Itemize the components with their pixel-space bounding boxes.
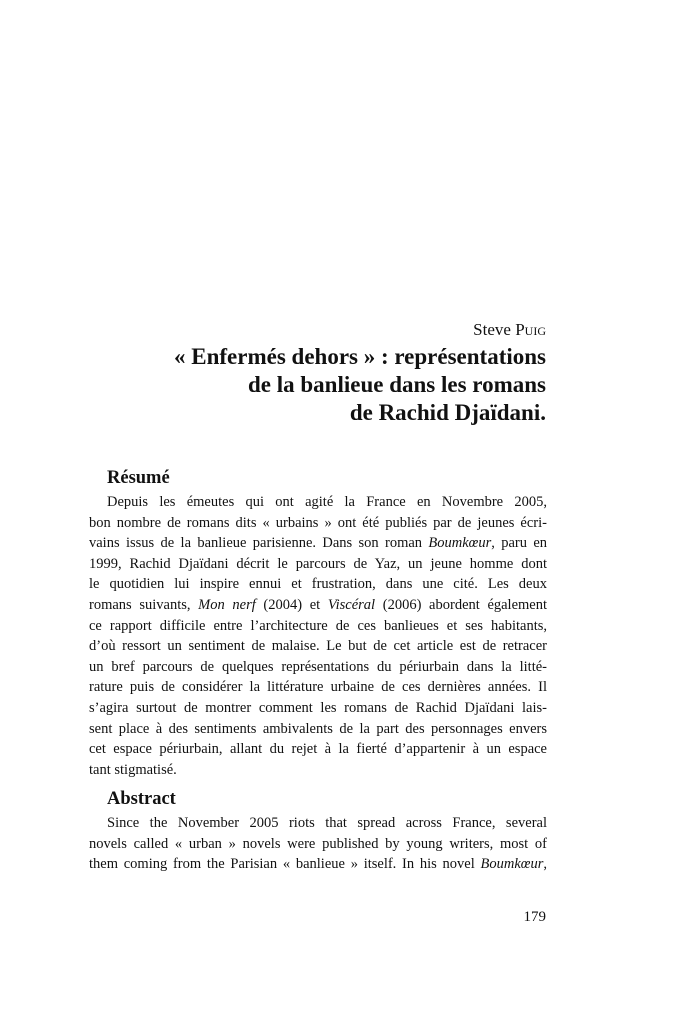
abstract-paragraph [89,813,547,875]
italic-title: Boumkœur [480,856,544,873]
text-line: rature puis de considérer la littérature urbaine de ces dernières années. Il [89,679,547,696]
text-line: Since the November 2005 riots that spread across France, several [107,815,547,831]
abstract-heading: Abstract [107,789,176,809]
resume-heading: Résumé [107,468,170,488]
text-line: un bref parcours de quelques représentations du périurbain dans la litté- [89,658,547,675]
text-line: ce rapport difficile entre l’architecture de ces banlieues et ses habitants, [89,617,547,634]
text-line [89,595,547,616]
title-line: « Enfermés dehors » : représentations [174,344,546,369]
title-line: de Rachid Djaïdani. [349,400,546,425]
author-first-name: Steve [473,320,511,339]
italic-title: Viscéral [327,596,376,613]
text-line: novels called « urban » novels were published by young writers, most of [89,835,547,852]
text-line: sent place à des sentiments ambivalents de la part des personnages envers [89,720,547,737]
text-line: le quotidien lui inspire ennui et frustration, dans une cité. Les deux [89,576,547,593]
text-line: cet espace périurbain, allant du rejet à la fierté d’appartenir à un espace [89,741,547,758]
text-line: bon nombre de romans dits « urbains » ont été publiés par de jeunes écri- [89,514,547,531]
text-run: (2006) abordent également [375,596,548,613]
text-line: 1999, Rachid Djaïdani décrit le parcours de Yaz, un jeune homme dont [89,555,547,572]
text-line [89,854,547,875]
author-last-name: Puig [515,320,546,339]
text-line: s’agira surtout de montrer comment les romans de Rachid Djaïdani lais- [89,699,547,716]
italic-title: Mon nerf [198,596,256,613]
text-run: , paru en [491,535,547,552]
text-line [89,533,547,554]
text-run: them coming from the Parisian « banlieue » itself. In his novel [89,856,481,873]
author-name [473,320,546,340]
text-run: romans suivants, [89,596,199,613]
text-run: (2004) et [255,596,328,613]
page-number: 179 [523,909,546,925]
text-run: , [543,856,547,873]
resume-paragraph [89,492,547,780]
text-line: d’où ressort un sentiment de malaise. Le but de cet article est de retracer [89,638,547,655]
text-run: vains issus de la banlieue parisienne. Dans son roman [89,535,429,552]
text-line: tant stigmatisé. [89,761,177,778]
text-line: Depuis les émeutes qui ont agité la France en Novembre 2005, [107,494,547,510]
article-title [106,343,546,427]
italic-title: Boumkœur [428,535,492,552]
title-line: de la banlieue dans les romans [248,372,546,397]
